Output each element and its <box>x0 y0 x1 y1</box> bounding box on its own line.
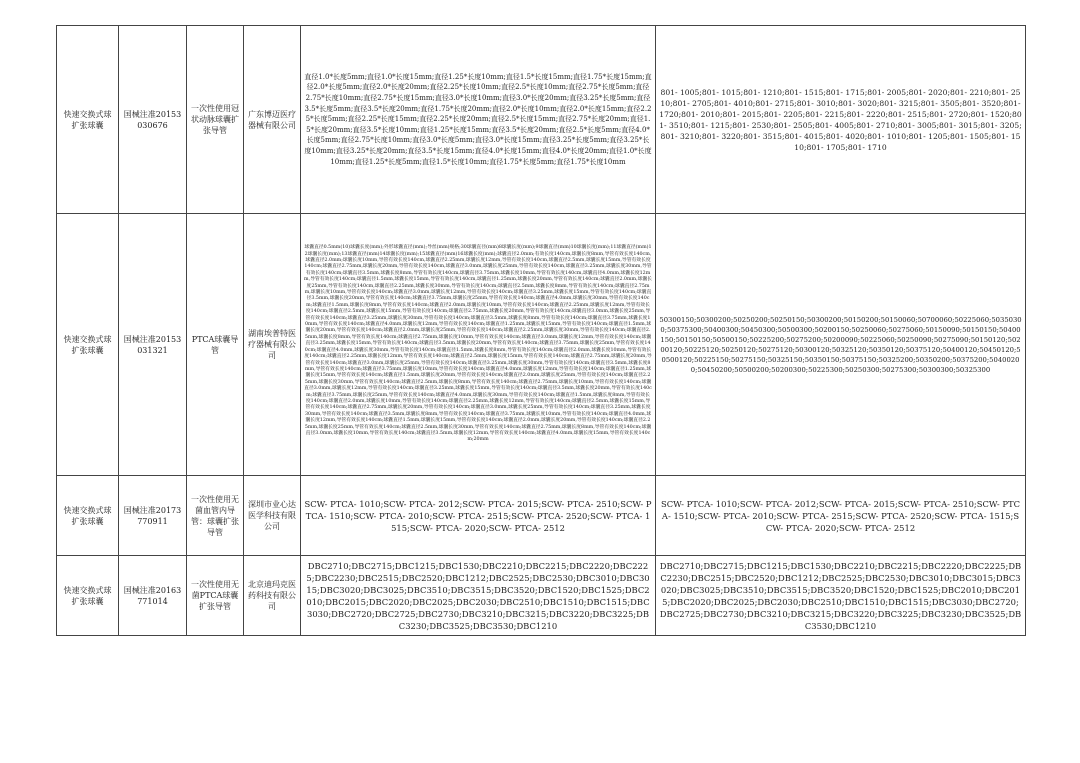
company-cell: 深圳市业心达医学科技有限公司 <box>244 476 301 556</box>
table-row <box>57 556 1026 636</box>
category-cell: 快速交换式球扩张球囊 <box>57 26 119 214</box>
table-row <box>57 476 1026 556</box>
table-row <box>57 214 1026 476</box>
model-cell: 801- 1005;801- 1015;801- 1210;801- 1515;801- 1715;801- 2005;801- 2020;801- 2210;801- 2510;801- 2705;801- 4010;801- 2715;801- 3010;801- 3020;801- 3215;801- 3505;801- 3520;801- 1720;801- 2010;801- 2015;801- 2205;801- 2215;801- 2220;801- 2515;801- 2720;801- 1520;801- 3510;801- 1215;801- 2530;801- 2505;801- 4005;801- 2710;801- 3005;801- 3015;801- 3205;801- 3210;801- 3220;801- 3515;801- 4015;801- 4020;801- 1010;801- 1205;801- 1505;801- 1510;801- 1705;801- 1710 <box>656 26 1026 214</box>
company-cell: 湖南埃普特医疗器械有限公司 <box>244 214 301 476</box>
model-cell: SCW- PTCA- 1010;SCW- PTCA- 2012;SCW- PTCA- 2015;SCW- PTCA- 2510;SCW- PTCA- 1510;SCW- PTCA- 2010;SCW- PTCA- 2515;SCW- PTCA- 2520;SCW- PTCA- 1515;SCW- PTCA- 2020;SCW- PTCA- 2512 <box>656 476 1026 556</box>
company-cell: 广东博迈医疗器械有限公司 <box>244 26 301 214</box>
specification-cell: 球囊直径0.5mm(10)球囊长度(mm);外形球囊直径(mm);导丝(mm)规格;30球囊直径(mm)8球囊长度(mm);9球囊直径(mm)10球囊长度(mm);11球囊直径(mm)12球囊长度(mm);13球囊直径(mm)14球囊长度(mm);15球囊直径(mm)16球囊长度(mm);球囊直径2.0mm;有效长度140cm,球囊长度8mm,导管有效长度140cm,球囊直径2.0mm;球囊长度10mm,导管有效长度140cm,球囊直径2.25mm,球囊长度12mm,导管有效长度140cm,球囊直径2.5mm,球囊长度15mm,导管有效长度140cm;球囊直径2.75mm,球囊长度20mm,导管有效长度140cm,球囊直径3.0mm,球囊长度25mm,导管有效长度140cm,球囊直径3.25mm,球囊长度30mm,导管有效长度140cm;球囊直径3.5mm,球囊长度8mm,导管有效长度140cm,球囊直径3.75mm,球囊长度10mm,导管有效长度140cm,球囊直径4.0mm,球囊长度12mm,导管有效长度140cm;球囊直径1.5mm,球囊长度15mm,导管有效长度140cm,球囊直径1.25mm,球囊长度20mm,导管有效长度140cm;球囊直径2.0mm,球囊长度25mm,导管有效长度140cm,球囊直径2.25mm,球囊长度30mm,导管有效长度140cm;球囊直径2.5mm,球囊长度8mm,导管有效长度140cm;球囊直径2.75mm,球囊长度10mm,导管有效长度140cm;球囊直径3.0mm,球囊长度12mm,导管有效长度140cm;球囊直径3.25mm,球囊长度15mm,导管有效长度140cm;球囊直径3.5mm,球囊长度20mm,导管有效长度140cm;球囊直径3.75mm,球囊长度25mm,导管有效长度140cm;球囊直径4.0mm,球囊长度30mm,导管有效长度140cm;球囊直径1.5mm,球囊长度8mm,导管有效长度140cm;球囊直径2.0mm,球囊长度10mm,导管有效长度140cm;球囊直径2.25mm,球囊长度12mm,导管有效长度140cm;球囊直径2.5mm,球囊长度15mm,导管有效长度140cm;球囊直径2.75mm,球囊长度20mm,导管有效长度140cm;球囊直径3.0mm,球囊长度25mm,导管有效长度140cm;球囊直径3.25mm,球囊长度30mm,导管有效长度140cm;球囊直径3.5mm,球囊长度8mm,导管有效长度140cm;球囊直径3.75mm,球囊长度10mm,导管有效长度140cm;球囊直径4.0mm,球囊长度12mm,导管有效长度140cm;球囊直径1.25mm,球囊长度15mm,导管有效长度140cm;球囊直径1.5mm,球囊长度20mm,导管有效长度140cm;球囊直径2.0mm,球囊长度25mm,导管有效长度140cm;球囊直径2.25mm,球囊长度30mm,导管有效长度140cm;球囊直径2.5mm,球囊长度8mm,导管有效长度140cm;球囊直径2.75mm,球囊长度10mm,导管有效长度140cm;球囊直径3.0mm,球囊长度12mm,导管有效长度140cm;球囊直径3.25mm,球囊长度15mm,导管有效长度140cm;球囊直径3.5mm,球囊长度20mm,导管有效长度140cm;球囊直径3.75mm,球囊长度25mm,导管有效长度140cm;球囊直径4.0mm,球囊长度30mm,导管有效长度140cm;球囊直径1.5mm,球囊长度8mm,导管有效长度140cm;球囊直径2.0mm,球囊长度10mm,导管有效长度140cm;球囊直径2.25mm,球囊长度12mm,导管有效长度140cm;球囊直径2.5mm,球囊长度15mm,导管有效长度140cm;球囊直径2.75mm,球囊长度20mm,导管有效长度140cm;球囊直径3.0mm,球囊长度25mm,导管有效长度140cm;球囊直径3.25mm,球囊长度30mm,导管有效长度140cm;球囊直径3.5mm,球囊长度8mm,导管有效长度140cm;球囊直径3.75mm,球囊长度10mm,导管有效长度140cm;球囊直径4.0mm,球囊长度12mm,导管有效长度140cm;球囊直径1.25mm,球囊长度15mm,导管有效长度140cm;球囊直径1.5mm,球囊长度20mm,导管有效长度140cm;球囊直径2.0mm,球囊长度25mm,导管有效长度140cm;球囊直径2.25mm,球囊长度30mm,导管有效长度140cm;球囊直径2.5mm,球囊长度8mm,导管有效长度140cm;球囊直径2.75mm,球囊长度10mm,导管有效长度140cm;球囊直径3.0mm,球囊长度12mm,导管有效长度140cm;球囊直径3.25mm,球囊长度15mm,导管有效长度140cm;球囊直径3.5mm,球囊长度20mm,导管有效长度140cm;球囊直径3.75mm,球囊长度25mm,导管有效长度140cm;球囊直径4.0mm,球囊长度30mm,导管有效长度140cm;球囊直径1.5mm,球囊长度8mm,导管有效长度140cm;球囊直径2.0mm,球囊长度10mm,导管有效长度140cm;球囊直径2.25mm,球囊长度12mm,导管有效长度140cm;球囊直径2.5mm,球囊长度15mm,导管有效长度140cm;球囊直径2.75mm,球囊长度20mm,导管有效长度140cm;球囊直径3.0mm,球囊长度25mm,导管有效长度140cm;球囊直径3.25mm,球囊长度30mm,导管有效长度140cm;球囊直径3.5mm,球囊长度8mm,导管有效长度140cm;球囊直径3.75mm,球囊长度10mm,导管有效长度140cm;球囊直径4.0mm,球囊长度12mm,导管有效长度140cm;球囊直径1.5mm,球囊长度15mm,导管有效长度140cm;球囊直径2.0mm,球囊长度20mm,导管有效长度140cm;球囊直径2.25mm,球囊长度25mm,导管有效长度140cm;球囊直径2.5mm,球囊长度30mm,导管有效长度140cm;球囊直径2.75mm,球囊长度8mm,导管有效长度140cm;球囊直径3.0mm,球囊长度10mm,导管有效长度140cm;球囊直径3.5mm,球囊长度12mm,导管有效长度140cm;球囊直径4.0mm,球囊长度15mm,导管有效长度140cm;20mm <box>301 214 656 476</box>
device-registry-table <box>56 25 1026 636</box>
product-name-cell: 一次性使用无菌血管内导管：球囊扩张导管 <box>187 476 244 556</box>
model-cell: 50300150;50300200;50250200;50250150;50300200;50150200;50150060;50700060;50225060;50350300;50375300;50400300;50450300;50500300;50200150;50250060;50275060;50150090;50150150;50400150;50150150;50500150;50225200;50275200;50200090;50225060;50250090;50275090;50150120;50200120;50225120;50250120;50275120;50300120;50325120;50350120;50375120;50400120;50450120;50500120;50225150;50275150;50325150;50350150;50375150;50325200;50350200;50375200;50400200;50450200;50500200;50200300;50225300;50250300;50275300;50300300;50325300 <box>656 214 1026 476</box>
registration-number-cell: 国械注准20163771014 <box>119 556 187 636</box>
product-name-cell: 一次性使用无菌PTCA球囊扩张导管 <box>187 556 244 636</box>
registration-number-cell: 国械注准20173770911 <box>119 476 187 556</box>
specification-cell: DBC2710;DBC2715;DBC1215;DBC1530;DBC2210;DBC2215;DBC2220;DBC2225;DBC2230;DBC2515;DBC2520;DBC1212;DBC2525;DBC2530;DBC3010;DBC3015;DBC3020;DBC3025;DBC3510;DBC3515;DBC3520;DBC1520;DBC1525;DBC2010;DBC2015;DBC2020;DBC2025;DBC2030;DBC2510;DBC1510;DBC1515;DBC3030;DBC2720;DBC2725;DBC2730;DBC3210;DBC3215;DBC3220;DBC3225;DBC3230;DBC3525;DBC3530;DBC1210 <box>301 556 656 636</box>
category-cell: 快速交换式球扩张球囊 <box>57 476 119 556</box>
specification-cell: SCW- PTCA- 1010;SCW- PTCA- 2012;SCW- PTCA- 2015;SCW- PTCA- 2510;SCW- PTCA- 1510;SCW- PTCA- 2010;SCW- PTCA- 2515;SCW- PTCA- 2520;SCW- PTCA- 1515;SCW- PTCA- 2020;SCW- PTCA- 2512 <box>301 476 656 556</box>
product-name-cell: 一次性使用冠状动脉球囊扩张导管 <box>187 26 244 214</box>
registration-number-cell: 国械注准20153031321 <box>119 214 187 476</box>
company-cell: 北京迪玛克医药科技有限公司 <box>244 556 301 636</box>
category-cell: 快速交换式球扩张球囊 <box>57 214 119 476</box>
model-cell: DBC2710;DBC2715;DBC1215;DBC1530;DBC2210;DBC2215;DBC2220;DBC2225;DBC2230;DBC2515;DBC2520;DBC1212;DBC2525;DBC2530;DBC3010;DBC3015;DBC3020;DBC3025;DBC3510;DBC3515;DBC3520;DBC1520;DBC1525;DBC2010;DBC2015;DBC2020;DBC2025;DBC2030;DBC2510;DBC1510;DBC1515;DBC3030;DBC2720;DBC2725;DBC2730;DBC3210;DBC3215;DBC3220;DBC3225;DBC3230;DBC3525;DBC3530;DBC1210 <box>656 556 1026 636</box>
registration-number-cell: 国械注准20153030676 <box>119 26 187 214</box>
table-row <box>57 26 1026 214</box>
product-name-cell: PTCA球囊导管 <box>187 214 244 476</box>
specification-cell: 直径1.0*长度5mm;直径1.0*长度15mm;直径1.25*长度10mm;直径1.5*长度15mm;直径1.75*长度15mm;直径2.0*长度5mm;直径2.0*长度20mm;直径2.25*长度10mm;直径2.5*长度10mm;直径2.75*长度5mm;直径2.75*长度10mm;直径2.75*长度15mm;直径3.0*长度10mm;直径3.0*长度20mm;直径3.25*长度5mm;直径3.5*长度5mm;直径3.5*长度20mm;直径1.75*长度20mm;直径2.0*长度10mm;直径2.0*长度15mm;直径2.25*长度5mm;直径2.25*长度15mm;直径2.25*长度20mm;直径2.5*长度15mm;直径2.75*长度20mm;直径1.5*长度20mm;直径3.5*长度10mm;直径1.25*长度15mm;直径3.5*长度20mm;直径2.5*长度5mm;直径4.0*长度5mm;直径2.75*长度10mm;直径3.0*长度5mm;直径3.0*长度15mm;直径3.25*长度5mm;直径3.25*长度10mm;直径3.25*长度20mm;直径3.5*长度15mm;直径4.0*长度15mm;直径4.0*长度20mm;直径1.0*长度10mm;直径1.25*长度5mm;直径1.5*长度10mm;直径1.75*长度5mm;直径1.75*长度10mm <box>301 26 656 214</box>
category-cell: 快速交换式球扩张球囊 <box>57 556 119 636</box>
